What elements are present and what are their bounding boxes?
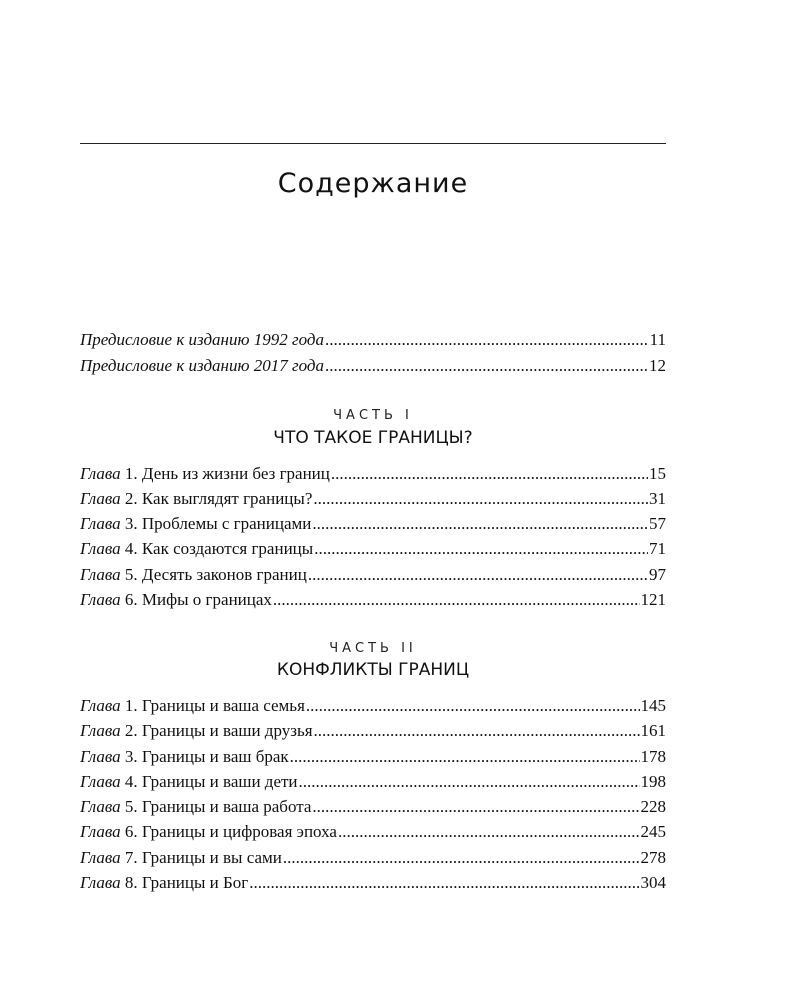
- toc-entry-label: Глава 4. Как создаются границы: [80, 539, 314, 558]
- dot-leader: [249, 872, 639, 894]
- toc-entry-page: 15: [649, 464, 666, 483]
- part-1-number: ЧАСТЬ I: [333, 408, 413, 423]
- toc-entry-label: Предисловие к изданию 1992 года: [80, 330, 324, 349]
- toc-entry-page: 198: [640, 772, 666, 791]
- toc-entry-label: Глава 7. Границы и вы сами: [80, 848, 282, 867]
- toc-entry-part1-ch6[interactable]: [80, 589, 666, 611]
- dot-leader: [338, 821, 640, 843]
- dot-leader: [312, 513, 648, 535]
- toc-entry-label: Глава 2. Границы и ваши друзья: [80, 721, 313, 740]
- toc-entry-preface-2017[interactable]: [80, 355, 666, 377]
- toc-entry-label: Глава 5. Границы и ваша работа: [80, 797, 312, 816]
- toc-entry-label: Глава 5. Десять законов границ: [80, 565, 307, 584]
- toc-entry-label: Глава 2. Как выглядят границы?: [80, 489, 313, 508]
- toc-entry-part2-ch7[interactable]: [80, 847, 666, 869]
- toc-entry-page: 121: [640, 590, 666, 609]
- dot-leader: [306, 695, 640, 717]
- part-2-number: ЧАСТЬ II: [329, 641, 417, 656]
- toc-entry-page: 304: [640, 873, 666, 892]
- toc-entry-page: 145: [640, 696, 666, 715]
- toc-entry-part2-ch3[interactable]: [80, 746, 666, 768]
- top-rule: [80, 143, 666, 144]
- dot-leader: [314, 720, 640, 742]
- toc-entry-page: 71: [649, 539, 666, 558]
- toc-entry-page: 228: [640, 797, 666, 816]
- toc-entry-label: Глава 8. Границы и Бог: [80, 873, 249, 892]
- page-title: Содержание: [277, 168, 469, 199]
- toc-entry-part2-ch6[interactable]: [80, 821, 666, 843]
- dot-leader: [283, 847, 640, 869]
- toc-entry-page: 278: [640, 848, 666, 867]
- dot-leader: [273, 589, 640, 611]
- toc-entry-part2-ch4[interactable]: [80, 771, 666, 793]
- part-1-title: ЧТО ТАКОЕ ГРАНИЦЫ?: [273, 428, 473, 448]
- toc-entry-label: Глава 3. Проблемы с границами: [80, 514, 312, 533]
- toc-entry-label: Глава 1. День из жизни без границ: [80, 464, 330, 483]
- dot-leader: [312, 796, 639, 818]
- toc-entry-part2-ch5[interactable]: [80, 796, 666, 818]
- toc-entry-label: Глава 6. Границы и цифровая эпоха: [80, 822, 337, 841]
- toc-entry-part1-ch5[interactable]: [80, 564, 666, 586]
- dot-leader: [331, 463, 648, 485]
- dot-leader: [308, 564, 648, 586]
- part-2-title: КОНФЛИКТЫ ГРАНИЦ: [276, 660, 470, 680]
- toc-entry-label: Глава 4. Границы и ваши дети: [80, 772, 298, 791]
- toc-entry-part2-ch1[interactable]: [80, 695, 666, 717]
- toc-entry-part2-ch8[interactable]: [80, 872, 666, 894]
- toc-entry-part1-ch3[interactable]: [80, 513, 666, 535]
- toc-entry-page: 57: [649, 514, 666, 533]
- toc-entry-label: Глава 6. Мифы о границах: [80, 590, 272, 609]
- dot-leader: [325, 355, 648, 377]
- toc-entry-preface-1992[interactable]: [80, 329, 666, 351]
- dot-leader: [313, 488, 648, 510]
- toc-entry-part1-ch2[interactable]: [80, 488, 666, 510]
- toc-entry-label: Глава 3. Границы и ваш брак: [80, 747, 289, 766]
- dot-leader: [325, 329, 649, 351]
- toc-entry-page: 245: [640, 822, 666, 841]
- toc-entry-page: 31: [649, 489, 666, 508]
- toc-entry-label: Глава 1. Границы и ваша семья: [80, 696, 305, 715]
- toc-entry-part1-ch1[interactable]: [80, 463, 666, 485]
- toc-entry-page: 161: [640, 721, 666, 740]
- toc-entry-label: Предисловие к изданию 2017 года: [80, 356, 324, 375]
- dot-leader: [290, 746, 640, 768]
- toc-entry-page: 97: [649, 565, 666, 584]
- dot-leader: [314, 538, 648, 560]
- toc-entry-part2-ch2[interactable]: [80, 720, 666, 742]
- toc-entry-page: 11: [649, 330, 666, 349]
- dot-leader: [299, 771, 640, 793]
- toc-entry-part1-ch4[interactable]: [80, 538, 666, 560]
- toc-entry-page: 12: [649, 356, 666, 375]
- toc-entry-page: 178: [640, 747, 666, 766]
